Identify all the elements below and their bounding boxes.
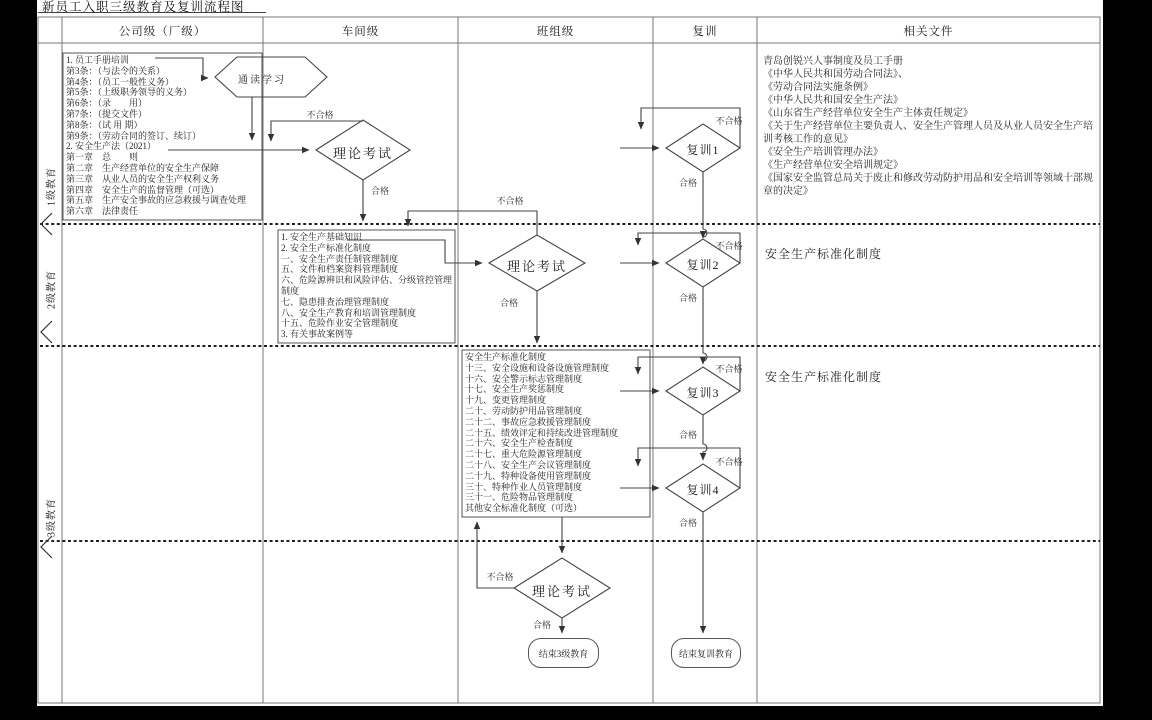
level1-content-line: 第4条：（员工一般性义务）	[66, 76, 175, 87]
level1-content-line: 第四章 安全生产的监督管理（可选）	[66, 184, 220, 195]
row-label-level2: 2级教育	[46, 270, 58, 309]
document-line: 青岛创锐兴人事制度及员工手册	[763, 56, 903, 67]
level2-content-line: 1. 安全生产基础知识	[281, 232, 363, 242]
level3-content-line: 二十六、安全生产检查制度	[465, 438, 574, 449]
level3-content-line: 十六、安全警示标志管理制度	[465, 373, 583, 384]
level3-content-line: 十九、变更管理制度	[465, 395, 547, 406]
exam3-pass-label: 合格	[532, 620, 551, 630]
level3-content-line: 二十八、安全生产会议管理制度	[465, 459, 592, 470]
column-header-team: 班组级	[536, 26, 575, 38]
level3-content-line: 二十五、绩效评定和持续改进管理制度	[465, 427, 619, 438]
level2-content-box	[278, 230, 455, 342]
level1-content-line: 第9条：（劳动合同的签订、续订）	[66, 130, 202, 141]
retrain1-fail-label: 不合格	[715, 116, 743, 126]
document-line: 《生产经营单位安全培训规定》	[763, 160, 903, 171]
level1-content-line: 第五章 生产安全事故的应急救援与调查处理	[66, 195, 247, 206]
exam2-pass-label: 合格	[499, 298, 518, 308]
level2-content-line: 3. 有关事故案例等	[281, 329, 354, 340]
level3-content-line: 三十一、危险物品管理制度	[465, 492, 574, 503]
level3-content-box	[462, 350, 650, 516]
column-header-workshop: 车间级	[341, 26, 380, 38]
exam2-label: 理论考试	[506, 259, 567, 274]
level1-content-line: 第6条：（录 用）	[66, 98, 148, 109]
retrain4-label: 复训4	[686, 483, 720, 497]
exam1-label: 理论考试	[332, 146, 393, 161]
level1-content-line: 第5条：（上级职务领导的义务）	[66, 87, 193, 98]
level1-content-line: 第一章 总 则	[66, 152, 139, 163]
retrain1-label: 复训1	[686, 143, 720, 157]
column-header-retrain: 复训	[692, 26, 718, 38]
document-line: 《中华人民共和国劳动合同法》、	[763, 69, 908, 80]
level3-document-note: 安全生产标准化制度	[765, 370, 883, 384]
level3-content-line: 三十、特种作业人员管理制度	[465, 481, 583, 492]
exam1-fail-label: 不合格	[306, 110, 334, 120]
row-label-level3: 3级教育	[46, 498, 58, 537]
level3-content-line: 安全生产标准化制度	[465, 352, 547, 362]
retrain2-pass-label: 合格	[678, 293, 697, 303]
level1-content-line: 第7条：（提交文件）	[66, 108, 148, 119]
end-level3-terminal: 结束3级教育	[528, 638, 599, 668]
column-header-documents: 相关文件	[903, 26, 954, 38]
document-line: 《劳动合同法实施条例》	[763, 82, 873, 93]
retrain1-pass-label: 合格	[678, 178, 697, 188]
level1-content-line: 第3条：（与法令的关系）	[66, 65, 166, 76]
column-header-company: 公司级（厂级）	[118, 26, 207, 38]
document-line: 《关于生产经营单位主要负责人、安全生产管理人员及从业人员安全生产培训考核工作的意见》	[763, 121, 1093, 145]
retrain2-label: 复训2	[686, 258, 720, 272]
level3-content-line: 其他安全标准化制度（可选）	[465, 503, 583, 514]
level3-content-line: 十七、安全生产奖惩制度	[465, 384, 565, 395]
level3-content-line: 二十九、特种设备使用管理制度	[465, 470, 592, 481]
retrain4-fail-label: 不合格	[715, 457, 743, 467]
exam3-fail-label: 不合格	[486, 572, 514, 582]
level2-content-line: 六、危险源辨识和风险评估、分级管控管理制度	[281, 275, 453, 296]
page-title: 新员工入职三级教育及复训流程图	[42, 0, 245, 14]
exam3-label: 理论考试	[531, 584, 592, 599]
level2-content-line: 2. 安全生产标准化制度	[281, 242, 372, 253]
exam2-fail-label: 不合格	[496, 196, 524, 206]
related-documents-list	[763, 55, 1100, 198]
retrain3-pass-label: 合格	[678, 430, 697, 440]
level1-content-line: 2. 安全生产法（2021）	[66, 141, 157, 152]
study-hexagon-label: 通读学习	[238, 75, 286, 86]
level1-content-line: 第8条：（试 用 期）	[66, 119, 143, 130]
document-line: 《中华人民共和国安全生产法》	[763, 95, 903, 106]
level1-content-line: 1. 员工手册培训	[66, 55, 130, 65]
level2-content-line: 八、安全生产教育和培训管理制度	[281, 307, 417, 318]
level1-content-line: 第二章 生产经营单位的安全生产保障	[66, 162, 220, 173]
retrain2-fail-label: 不合格	[715, 241, 743, 251]
level2-content-line: 七、隐患排查治理管理制度	[281, 296, 390, 307]
level2-content-line: 五、文件和档案资料管理制度	[281, 264, 399, 275]
row-label-level1: 1级教育	[46, 167, 58, 206]
document-line: 《安全生产培训管理办法》	[763, 147, 883, 158]
retrain3-fail-label: 不合格	[715, 364, 743, 374]
retrain3-label: 复训3	[686, 386, 720, 400]
level1-content-line: 第三章 从业人员的安全生产权利义务	[66, 173, 220, 184]
level3-content-line: 二十二、事故应急救援管理制度	[465, 416, 592, 427]
level2-content-line: 一、安全生产责任制管理制度	[281, 253, 399, 264]
level3-content-line: 二十七、重大危险源管理制度	[465, 449, 583, 460]
end-retrain-terminal: 结束复训教育	[671, 638, 741, 668]
document-line: 《山东省生产经营单位安全生产主体责任规定》	[763, 108, 973, 119]
level2-document-note: 安全生产标准化制度	[765, 247, 883, 261]
level1-content-line: 第六章 法律责任	[66, 206, 139, 217]
retrain4-pass-label: 合格	[678, 518, 697, 528]
level3-content-line: 二十、劳动防护用品管理制度	[465, 405, 583, 416]
document-line: 《国家安全监管总局关于废止和修改劳动防护用品和安全培训等领域十部规章的决定》	[763, 173, 1093, 197]
level3-content-line: 十三、安全设施和设备设施管理制度	[465, 362, 610, 373]
level2-content-line: 十五、危险作业安全管理制度	[281, 318, 399, 329]
exam1-pass-label: 合格	[371, 186, 390, 196]
